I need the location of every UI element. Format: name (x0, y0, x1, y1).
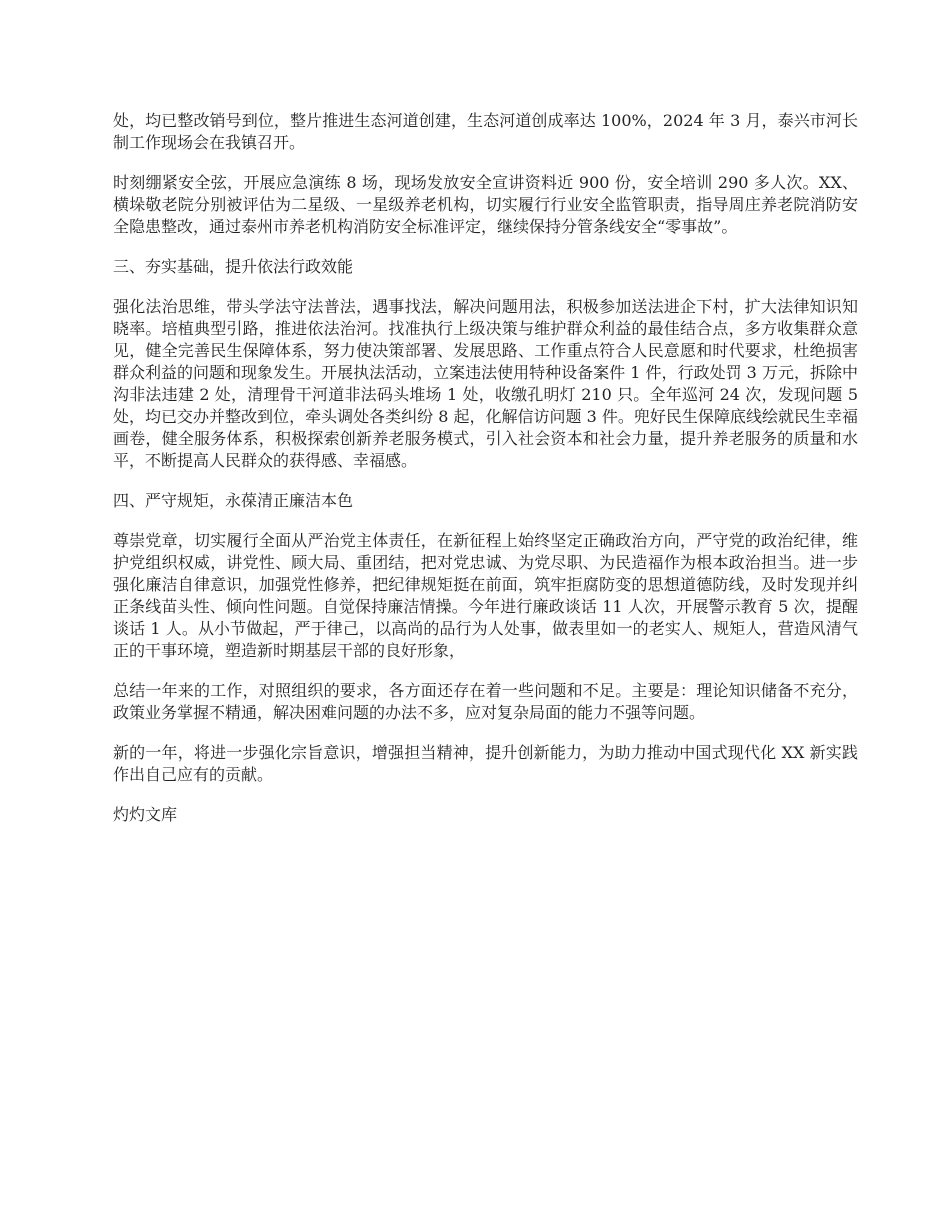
paragraph-shortcomings: 总结一年来的工作，对照组织的要求，各方面还存在着一些问题和不足。主要是：理论知识储备不充分，政策业务掌握不精通，解决困难问题的办法不多，应对复杂局面的能力不强等问题。 (113, 681, 858, 722)
footer-source: 灼灼文库 (113, 805, 178, 824)
paragraph-river-management: 处，均已整改销号到位，整片推进生态河道创建，生态河道创成率达 100%，2024 年 3 月，泰兴市河长制工作现场会在我镇召开。 (113, 111, 858, 152)
paragraph-next-year: 新的一年，将进一步强化宗旨意识，增强担当精神，提升创新能力，为助力推动中国式现代化 XX 新实践作出自己应有的贡献。 (113, 743, 858, 784)
paragraph-rule-of-law: 强化法治思维，带头学法守法普法，遇事找法，解决问题用法，积极参加送法进企下村，扩大法律知识知晓率。培植典型引路，推进依法治河。找准执行上级决策与维护群众利益的最佳结合点，多方收集群众意见，健全完善民生保障体系，努力使决策部署、发展思路、工作重点符合人民意愿和时代要求，杜绝损害群众利益的问题和现象发生。开展执法活动，立案违法使用特种设备案件 1 件，行政处罚 3 万元，拆除中沟非法违建 2 处，清理骨干河道非法码头堆场 1 处，收缴孔明灯 210 只。全年巡河 24 次，发现问题 5 处，均已交办并整改到位，牵头调处各类纠纷 8 起，化解信访问题 3 件。兜好民生保障底线绘就民生幸福画卷，健全服务体系，积极探索创新养老服务模式，引入社会资本和社会力量，提升养老服务的质量和水平，不断提高人民群众的获得感、幸福感。 (113, 297, 858, 470)
document-page (113, 110, 858, 826)
section-heading-4: 四、严守规矩，永葆清正廉洁本色 (113, 491, 354, 510)
paragraph-integrity: 尊崇党章，切实履行全面从严治党主体责任，在新征程上始终坚定正确政治方向，严守党的政治纪律，维护党组织权威，讲党性、顾大局、重团结，把对党忠诚、为党尽职、为民造福作为根本政治担当。进一步强化廉洁自律意识，加强党性修养，把纪律规矩挺在前面，筑牢拒腐防变的思想道德防线，及时发现并纠正条线苗头性、倾向性问题。自觉保持廉洁情操。今年进行廉政谈话 11 人次，开展警示教育 5 次，提醒谈话 1 人。从小节做起，严于律己，以高尚的品行为人处事，做表里如一的老实人、规矩人，营造风清气正的干事环境，塑造新时期基层干部的良好形象， (113, 531, 858, 660)
section-heading-3: 三、夯实基础，提升依法行政效能 (113, 257, 354, 276)
paragraph-safety: 时刻绷紧安全弦，开展应急演练 8 场，现场发放安全宣讲资料近 900 份，安全培训 290 多人次。XX、横垛敬老院分别被评估为二星级、一星级养老机构，切实履行行业安全监管职责，指导周庄养老院消防安全隐患整改，通过泰州市养老机构消防安全标准评定，继续保持分管条线安全“零事故”。 (113, 173, 858, 236)
